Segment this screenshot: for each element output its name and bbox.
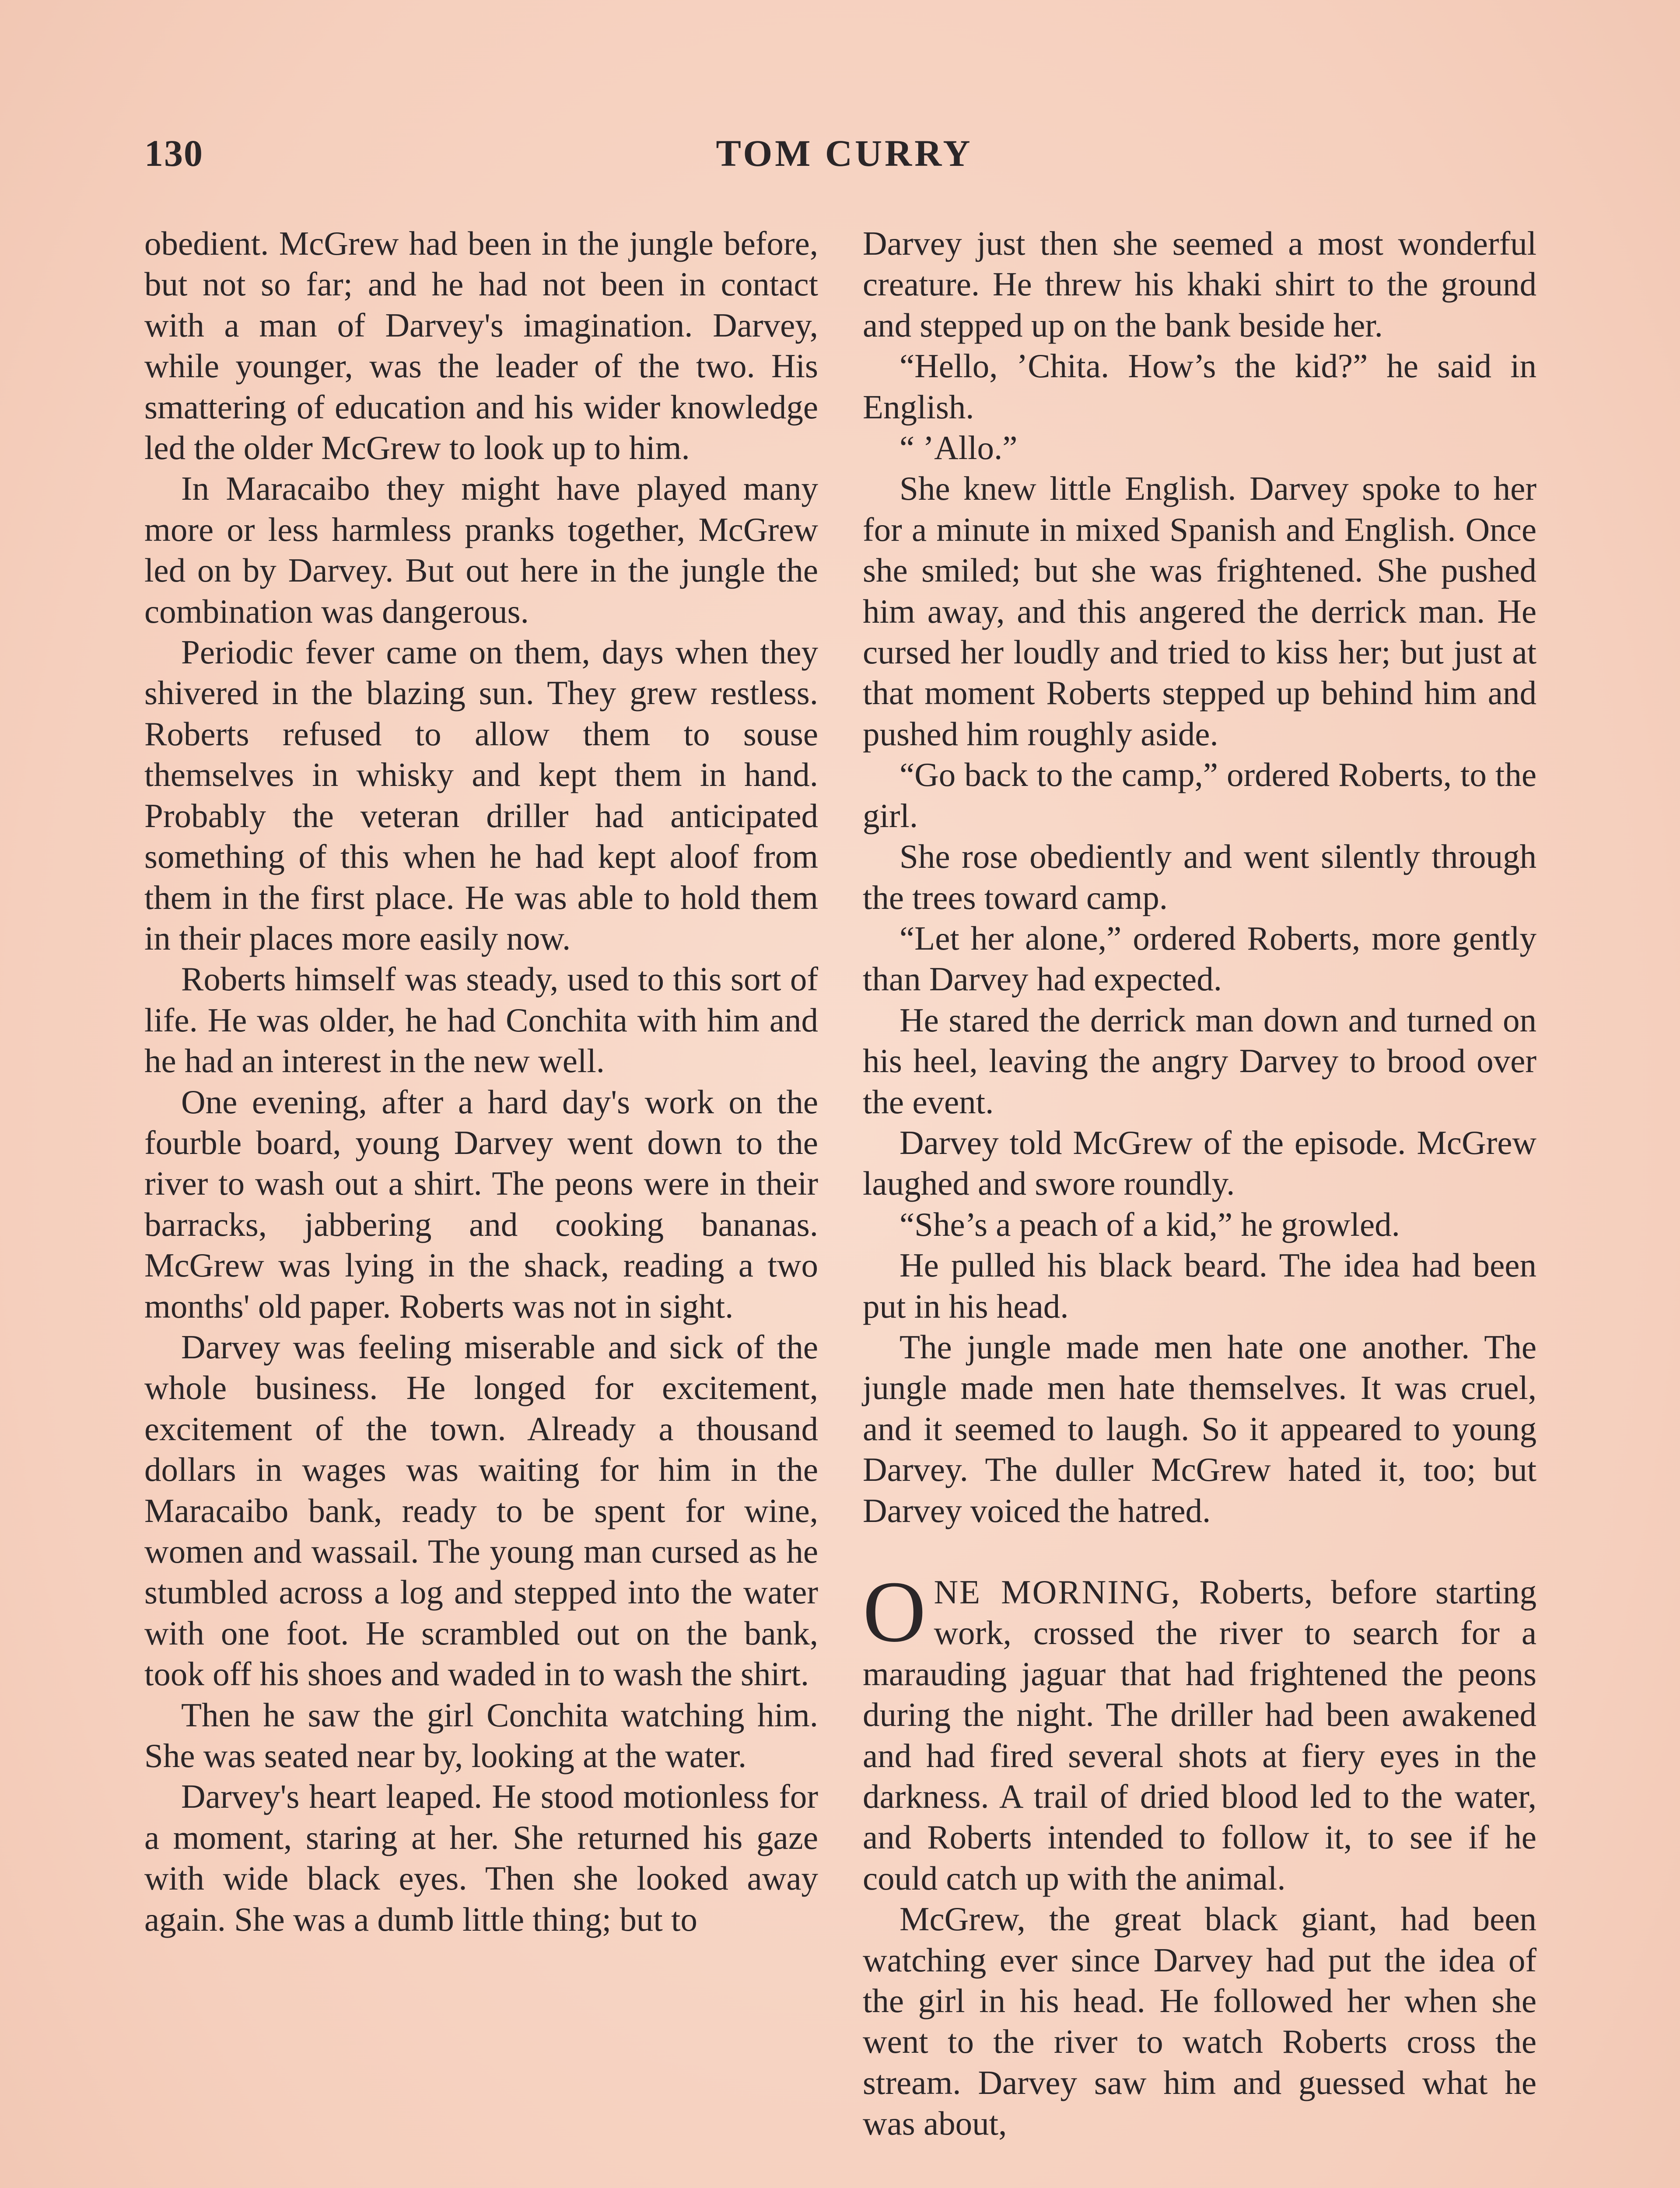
section-opening-text: Roberts, before starting work, crossed the river to search for a marauding jaguar that had frightened the peons during the night. The driller had been awakened and had fired several shots at fiery eyes in the darkness. A trail of dried blood led to the water, and Roberts intended to follow it, to see if he could catch up with the animal. — [863, 1573, 1536, 1897]
paragraph: In Maracaibo they might have played many more or less harmless pranks together, McGrew led on by Darvey. But out here in the jungle the combination was dangerous. — [144, 470, 818, 630]
paragraph: “ ’Allo.” — [900, 429, 1018, 467]
section-opening-paragraph — [863, 1564, 1536, 1899]
drop-cap: O — [863, 1564, 926, 1660]
right-column — [863, 223, 1536, 2144]
paragraph: She rose obediently and went silently through the trees toward camp. — [863, 838, 1536, 916]
section-break — [863, 1531, 1536, 1572]
left-column — [144, 223, 818, 1940]
paragraph: Periodic fever came on them, days when they shivered in the blazing sun. They grew restless. Roberts refused to allow them to souse themselves in whisky and kept them in hand. Probably the veteran driller had anticipated something of this when he had kept aloof from them in the first place. He was able to hold them in their places more easily now. — [144, 633, 818, 957]
paragraph: “Let her alone,” ordered Roberts, more gently than Darvey had expected. — [863, 919, 1536, 998]
paragraph: One evening, after a hard day's work on the fourble board, young Darvey went down to the river to wash out a shirt. The peons were in their barracks, jabbering and cooking bananas. McGrew was lying in the shack, reading a two months' old paper. Roberts was not in sight. — [144, 1083, 818, 1325]
paragraph: Darvey was feeling miserable and sick of the whole business. He longed for excitement, excitement of the town. Already a thousand dollars in wages was waiting for him in the Maracaibo bank, ready to be spent for wine, women and wassail. The young man cursed as he stumbled across a log and stepped into the water with one foot. He scrambled out on the bank, took off his shoes and waded in to wash the shirt. — [144, 1328, 818, 1693]
paragraph: Then he saw the girl Conchita watching him. She was seated near by, looking at the water. — [144, 1696, 818, 1775]
paragraph: “Go back to the camp,” ordered Roberts, to the girl. — [863, 756, 1536, 835]
paragraph: “She’s a peach of a kid,” he growled. — [900, 1205, 1400, 1243]
paragraph: She knew little English. Darvey spoke to her for a minute in mixed Spanish and English. Once she smiled; but she was frightened. She pushed him away, and this angered the derrick man. He cursed her loudly and tried to kiss her; but just at that moment Roberts stepped up behind him and pushed him roughly aside. — [863, 470, 1536, 753]
paragraph: He stared the derrick man down and turned on his heel, leaving the angry Darvey to brood over the event. — [863, 1001, 1536, 1121]
paragraph: The jungle made men hate one another. The jungle made men hate themselves. It was cruel, and it seemed to laugh. So it appeared to young Darvey. The duller McGrew hated it, too; but Darvey voiced the hatred. — [863, 1328, 1536, 1529]
paragraph: He pulled his black beard. The idea had been put in his head. — [863, 1246, 1536, 1325]
paragraph: Roberts himself was steady, used to this sort of life. He was older, he had Conchita with him and he had an interest in the new well. — [144, 960, 818, 1080]
page-number: 130 — [144, 132, 203, 174]
running-head: TOM CURRY — [716, 132, 973, 174]
paragraph: obedient. McGrew had been in the jungle before, but not so far; and he had not been in contact with a man of Darvey's imagination. Darvey, while younger, was the leader of the two. His smattering of education and his wider knowledge led the older McGrew to look up to him. — [144, 224, 818, 467]
paragraph: Darvey's heart leaped. He stood motionless for a moment, staring at her. She returned his gaze with wide black eyes. Then she looked away again. She was a dumb little thing; but to — [144, 1778, 818, 1938]
paragraph: Darvey just then she seemed a most wonderful creature. He threw his khaki shirt to the ground and stepped up on the bank beside her. — [863, 224, 1536, 344]
paragraph: “Hello, ’Chita. How’s the kid?” he said in English. — [863, 347, 1536, 426]
paragraph: McGrew, the great black giant, had been watching ever since Darvey had put the idea of the girl in his head. He followed her when she went to the river to watch Roberts cross the stream. Darvey saw him and guessed what he was about, — [863, 1900, 1536, 2142]
section-opening-smallcaps: NE MORNING, — [934, 1573, 1181, 1611]
paragraph: Darvey told McGrew of the episode. McGrew laughed and swore roundly. — [863, 1123, 1536, 1203]
page-header — [144, 131, 1544, 188]
